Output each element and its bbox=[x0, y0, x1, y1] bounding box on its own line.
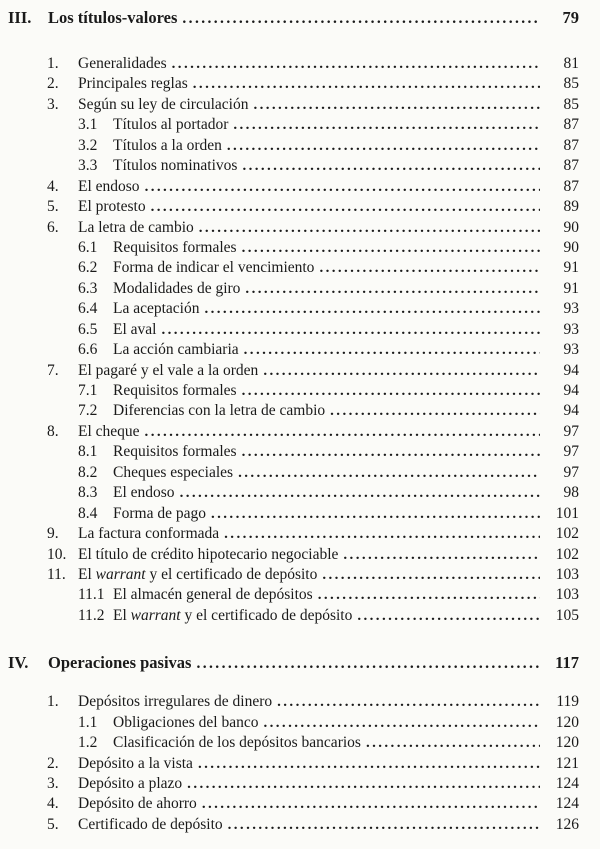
dot-leader bbox=[322, 565, 540, 585]
dot-leader bbox=[161, 320, 540, 340]
toc-entry-page: 98 bbox=[563, 484, 579, 502]
toc-entry-page: 105 bbox=[555, 606, 579, 624]
toc-entry bbox=[0, 565, 579, 585]
section-page-number: 117 bbox=[555, 653, 579, 673]
toc-entry-page: 85 bbox=[563, 95, 579, 113]
toc-entry bbox=[0, 54, 579, 74]
toc-entry-page: 94 bbox=[563, 361, 579, 379]
toc-entry-page: 85 bbox=[563, 75, 579, 93]
toc-entry-page: 87 bbox=[563, 116, 579, 134]
toc-entry-number: 3. bbox=[47, 775, 59, 792]
dot-leader bbox=[204, 299, 540, 319]
toc-entry-label: El pagaré y el vale a la orden bbox=[78, 361, 259, 379]
dot-leader bbox=[263, 361, 540, 381]
toc-entry-page: 103 bbox=[555, 565, 579, 583]
toc-entry-page: 121 bbox=[555, 754, 579, 772]
toc-entry-label: El warrant y el certificado de depósito bbox=[78, 565, 318, 583]
toc-entry-number: 7. bbox=[47, 361, 59, 379]
toc-entry-number: 11. bbox=[47, 565, 66, 583]
toc-entry bbox=[0, 279, 579, 299]
toc-entry-label: Según su ley de circulación bbox=[78, 95, 249, 113]
toc-entry-number: 2. bbox=[47, 75, 59, 93]
toc-entry-number: 10. bbox=[47, 545, 67, 563]
toc-entry-number: 1.2 bbox=[78, 734, 98, 752]
toc-entry-number: 3.3 bbox=[78, 157, 98, 175]
toc-section bbox=[0, 652, 579, 835]
toc-entry-label: Clasificación de los depósitos bancarios bbox=[113, 734, 361, 752]
toc-entry-label: Depósito a plazo bbox=[78, 775, 183, 792]
dot-leader bbox=[277, 692, 540, 712]
toc-entry bbox=[0, 320, 579, 340]
dot-leader bbox=[245, 279, 540, 299]
toc-entry-page: 124 bbox=[555, 795, 579, 813]
toc-entry-label: La aceptación bbox=[113, 300, 200, 318]
toc-entry bbox=[0, 504, 579, 524]
toc-entry bbox=[0, 258, 579, 278]
toc-entry-number: 4. bbox=[47, 177, 59, 195]
toc-entry-label: Forma de pago bbox=[113, 504, 206, 522]
toc-entry-page: 81 bbox=[563, 55, 579, 72]
toc-entry-label: El cheque bbox=[78, 422, 140, 440]
dot-leader bbox=[242, 156, 540, 176]
toc-entry bbox=[0, 177, 579, 197]
toc-entry-number: 1. bbox=[47, 55, 59, 72]
dot-leader bbox=[238, 463, 540, 483]
toc-section bbox=[0, 7, 579, 626]
toc-entry-page: 87 bbox=[563, 157, 579, 175]
toc-entry-number: 3.1 bbox=[78, 116, 98, 134]
toc-entry-page: 93 bbox=[563, 300, 579, 318]
toc-entry-label: La letra de cambio bbox=[78, 218, 194, 236]
toc-entry-label: Principales reglas bbox=[78, 75, 188, 93]
italic-term: warrant bbox=[95, 565, 146, 583]
toc-entry-label: Depósito de ahorro bbox=[78, 795, 197, 813]
toc-entry-number: 5. bbox=[47, 815, 59, 833]
toc-entry bbox=[0, 95, 579, 115]
toc-entry-label: Requisitos formales bbox=[113, 238, 237, 256]
toc-entry-label: El almacén general de depósitos bbox=[113, 586, 313, 604]
toc-entry-number: 1.1 bbox=[78, 713, 98, 731]
toc-entry-number: 8.1 bbox=[78, 443, 98, 461]
toc-entry-page: 102 bbox=[555, 545, 579, 563]
toc-entry-page: 94 bbox=[563, 382, 579, 399]
dot-leader bbox=[244, 340, 540, 360]
toc-entry-label: Modalidades de giro bbox=[113, 279, 241, 297]
toc-entry-label: Obligaciones del banco bbox=[113, 713, 259, 731]
toc-entry bbox=[0, 463, 579, 483]
section-page-number: 79 bbox=[562, 8, 579, 27]
toc-entry-page: 119 bbox=[556, 693, 579, 711]
toc-entry-number: 4. bbox=[47, 795, 59, 813]
toc-entry-label: La factura conformada bbox=[78, 525, 220, 543]
dot-leader bbox=[202, 794, 540, 814]
dot-leader bbox=[242, 442, 540, 462]
toc-entry-page: 90 bbox=[563, 218, 579, 236]
toc-entry bbox=[0, 442, 579, 462]
dot-leader bbox=[145, 177, 540, 197]
toc-entry-page: 97 bbox=[563, 463, 579, 481]
toc-entry-label: El endoso bbox=[78, 177, 140, 195]
toc-entry bbox=[0, 156, 579, 176]
toc-entry-number: 3. bbox=[47, 95, 59, 113]
toc-entry-label: Títulos al portador bbox=[113, 116, 229, 134]
toc-entry bbox=[0, 524, 579, 544]
toc-entry-number: 8.3 bbox=[78, 484, 98, 502]
toc-entry-label: Cheques especiales bbox=[113, 463, 234, 481]
toc-entry bbox=[0, 794, 579, 814]
toc-entry-label: Depósito a la vista bbox=[78, 754, 193, 772]
toc-entry-label: El protesto bbox=[78, 198, 146, 216]
toc-entry bbox=[0, 299, 579, 319]
toc-entry-label: El endoso bbox=[113, 484, 175, 502]
dot-leader bbox=[233, 115, 540, 135]
dot-leader bbox=[242, 381, 540, 401]
toc-entry-number: 6.4 bbox=[78, 300, 98, 318]
toc-entry-page: 89 bbox=[563, 198, 579, 216]
toc-entry-page: 124 bbox=[555, 775, 579, 792]
toc-entry-number: 1. bbox=[47, 693, 59, 711]
toc-entry-label: Requisitos formales bbox=[113, 443, 237, 461]
toc-entry-number: 7.2 bbox=[78, 402, 98, 420]
toc-entry bbox=[0, 401, 579, 421]
toc-entry-label: Depósitos irregulares de dinero bbox=[78, 693, 273, 711]
dot-leader bbox=[366, 733, 540, 753]
dot-leader bbox=[318, 585, 540, 605]
dot-leader bbox=[227, 136, 540, 156]
toc-entry-number: 8.2 bbox=[78, 463, 98, 481]
toc-entry bbox=[0, 483, 579, 503]
toc-entry-page: 87 bbox=[563, 136, 579, 154]
dot-leader bbox=[357, 606, 540, 626]
toc-entry bbox=[0, 733, 579, 753]
toc-entry-page: 120 bbox=[555, 713, 579, 731]
toc-entry-number: 6.1 bbox=[78, 238, 98, 256]
toc-entry-number: 8. bbox=[47, 422, 59, 440]
toc-entry-number: 6.6 bbox=[78, 341, 98, 359]
toc-section-heading bbox=[0, 652, 579, 673]
toc-entries bbox=[0, 54, 579, 626]
dot-leader bbox=[228, 815, 540, 835]
toc-entry bbox=[0, 74, 579, 94]
toc-section-heading bbox=[0, 7, 579, 28]
toc-entry-page: 90 bbox=[563, 238, 579, 256]
toc-entry-label: Certificado de depósito bbox=[78, 815, 223, 833]
toc-entry-page: 87 bbox=[563, 177, 579, 195]
toc-entry-number: 11.2 bbox=[78, 606, 105, 624]
toc-entry bbox=[0, 585, 579, 605]
section-numeral: III. bbox=[8, 8, 32, 27]
toc-entry-page: 93 bbox=[563, 320, 579, 338]
toc-entry-number: 6.5 bbox=[78, 320, 98, 338]
toc-entry-page: 91 bbox=[563, 279, 579, 297]
section-title: Los títulos-valores bbox=[48, 8, 178, 27]
toc-entry-number: 2. bbox=[47, 754, 59, 772]
dot-leader bbox=[151, 197, 540, 217]
dot-leader bbox=[198, 754, 540, 774]
dot-leader bbox=[319, 258, 540, 278]
italic-term: warrant bbox=[130, 606, 181, 624]
section-numeral: IV. bbox=[8, 653, 29, 673]
dot-leader bbox=[145, 422, 540, 442]
toc-entry-page: 126 bbox=[555, 815, 579, 833]
toc-entry-number: 6.3 bbox=[78, 279, 98, 297]
dot-leader bbox=[343, 545, 540, 565]
dot-leader bbox=[263, 713, 540, 733]
toc-entry-page: 91 bbox=[563, 259, 579, 277]
toc-entry bbox=[0, 361, 579, 381]
toc-entry bbox=[0, 815, 579, 835]
dot-leader bbox=[330, 401, 540, 421]
toc-entry bbox=[0, 692, 579, 712]
toc-entry-label: El título de crédito hipotecario negociable bbox=[78, 545, 339, 563]
toc-entry-page: 97 bbox=[563, 443, 579, 461]
toc-entry-number: 5. bbox=[47, 198, 59, 216]
toc-entry-label: La acción cambiaria bbox=[113, 341, 239, 359]
toc-entry bbox=[0, 422, 579, 442]
dot-leader bbox=[193, 74, 540, 94]
toc-entry bbox=[0, 238, 579, 258]
toc-entries bbox=[0, 692, 579, 835]
toc-entry bbox=[0, 774, 579, 794]
toc-entry-number: 6. bbox=[47, 218, 59, 236]
dot-leader bbox=[199, 218, 540, 238]
toc-entry bbox=[0, 136, 579, 156]
toc-entry-page: 97 bbox=[563, 422, 579, 440]
dot-leader bbox=[187, 774, 540, 794]
toc-entry-number: 6.2 bbox=[78, 259, 98, 277]
toc-entry-label: Títulos nominativos bbox=[113, 157, 238, 175]
dot-leader bbox=[211, 504, 540, 524]
dot-leader bbox=[172, 54, 540, 74]
dot-leader bbox=[196, 652, 540, 674]
toc-entry bbox=[0, 197, 579, 217]
toc-entry bbox=[0, 713, 579, 733]
toc-entry bbox=[0, 606, 579, 626]
dot-leader bbox=[242, 238, 540, 258]
toc-entry bbox=[0, 545, 579, 565]
toc-entry-number: 3.2 bbox=[78, 136, 98, 154]
section-title: Operaciones pasivas bbox=[48, 653, 192, 673]
toc-entry bbox=[0, 754, 579, 774]
toc-entry-page: 120 bbox=[555, 734, 579, 752]
toc-entry bbox=[0, 115, 579, 135]
toc-entry-label: Títulos a la orden bbox=[113, 136, 222, 154]
toc-entry-number: 9. bbox=[47, 525, 59, 543]
toc-entry-page: 102 bbox=[555, 525, 579, 543]
toc-entry bbox=[0, 381, 579, 401]
toc-entry-label: Generalidades bbox=[78, 55, 167, 72]
toc-entry-number: 8.4 bbox=[78, 504, 98, 522]
toc-entry-page: 93 bbox=[563, 341, 579, 359]
dot-leader bbox=[180, 483, 540, 503]
toc-entry-label: Diferencias con la letra de cambio bbox=[113, 402, 326, 420]
dot-leader bbox=[224, 524, 540, 544]
dot-leader bbox=[182, 7, 540, 29]
toc-entry-number: 7.1 bbox=[78, 382, 98, 399]
toc-entry bbox=[0, 340, 579, 360]
dot-leader bbox=[253, 95, 540, 115]
toc-entry-label: Forma de indicar el vencimiento bbox=[113, 259, 315, 277]
toc-entry-page: 101 bbox=[555, 504, 579, 522]
toc-entry-label: El warrant y el certificado de depósito bbox=[113, 606, 353, 624]
toc-entry bbox=[0, 218, 579, 238]
toc-entry-page: 94 bbox=[563, 402, 579, 420]
toc-entry-label: Requisitos formales bbox=[113, 382, 237, 399]
toc-entry-number: 11.1 bbox=[78, 586, 105, 604]
toc-entry-page: 103 bbox=[555, 586, 579, 604]
toc-entry-label: El aval bbox=[113, 320, 157, 338]
